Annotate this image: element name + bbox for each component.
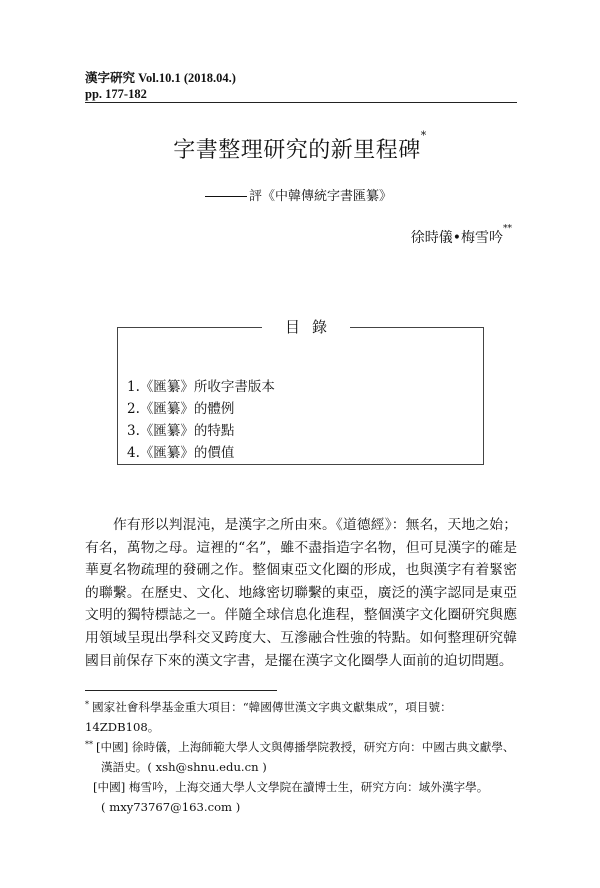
footnote-continuation: 漢語史。( xsh@shnu.edu.cn ) [101, 760, 267, 774]
footnotes [85, 697, 517, 817]
authors [410, 224, 512, 247]
author-names: 徐時儀•梅雪吟 [410, 230, 503, 246]
footnote-rule [85, 690, 277, 691]
subtitle-dash [205, 196, 247, 197]
article-title-text: 字書整理研究的新里程碑 [173, 138, 421, 163]
footnote-continuation: ( mxy73767@163.com ) [101, 800, 241, 814]
subtitle-text: 評《中韓傳統字書匯纂》 [249, 189, 393, 204]
footnote-1 [85, 697, 517, 737]
article-subtitle [205, 185, 392, 204]
header-rule [85, 102, 517, 103]
page-range: pp. 177-182 [85, 87, 147, 101]
toc-list [127, 376, 275, 464]
article-title [0, 129, 600, 164]
toc-heading: 目錄 [262, 316, 350, 337]
footnote-text: [中國] 徐時儀，上海師範大學人文與傳播學院教授，研究方向：中國古典文獻學、 [96, 740, 515, 754]
journal-header [85, 70, 517, 102]
footnote-mark: * [85, 700, 89, 709]
footnote-2 [85, 737, 517, 777]
title-footnote-mark: * [420, 129, 427, 142]
toc-item: 2.《匯纂》的體例 [127, 401, 235, 417]
body-paragraph: 作有形以判混沌，是漢字之所由來。《道德經》：無名，天地之始；有名，萬物之母。這裡的“名”，雖不盡指造字名物，但可見漢字的確是華夏名物疏理的發硎之作。整個東亞文化圈的形成，也與漢字有着緊密的聯繫。在歷史、文化、地緣密切聯繫的東亞，廣泛的漢字認同是東亞文明的獨特標誌之一。伴隨全球信息化進程，整個漢字文化圈研究與應用領域呈現出學科交叉跨度大、互滲融合性強的特點。如何整理研究韓國目前保存下來的漢文字書，是擺在漢字文化圈學人面前的迫切問題。 [85, 517, 517, 669]
toc-item: 3.《匯纂》的特點 [127, 423, 235, 439]
footnote-text: [中國] 梅雪吟，上海交通大學人文學院在讀博士生，研究方向：域外漢字學。 [93, 780, 489, 794]
body-text [85, 514, 517, 672]
footnote-mark: ** [85, 740, 93, 749]
journal-volume: 漢字硏究 Vol.10.1 (2018.04.) [85, 71, 236, 85]
footnote-3 [85, 777, 517, 817]
toc-item: 4.《匯纂》的價值 [127, 445, 235, 461]
footnote-text: 國家社會科學基金重大項目：“韓國傳世漢文字典文獻集成”，項目號：14ZDB108。 [85, 700, 452, 734]
toc-item: 1.《匯纂》所收字書版本 [127, 379, 275, 395]
author-footnote-mark: ** [503, 224, 512, 234]
